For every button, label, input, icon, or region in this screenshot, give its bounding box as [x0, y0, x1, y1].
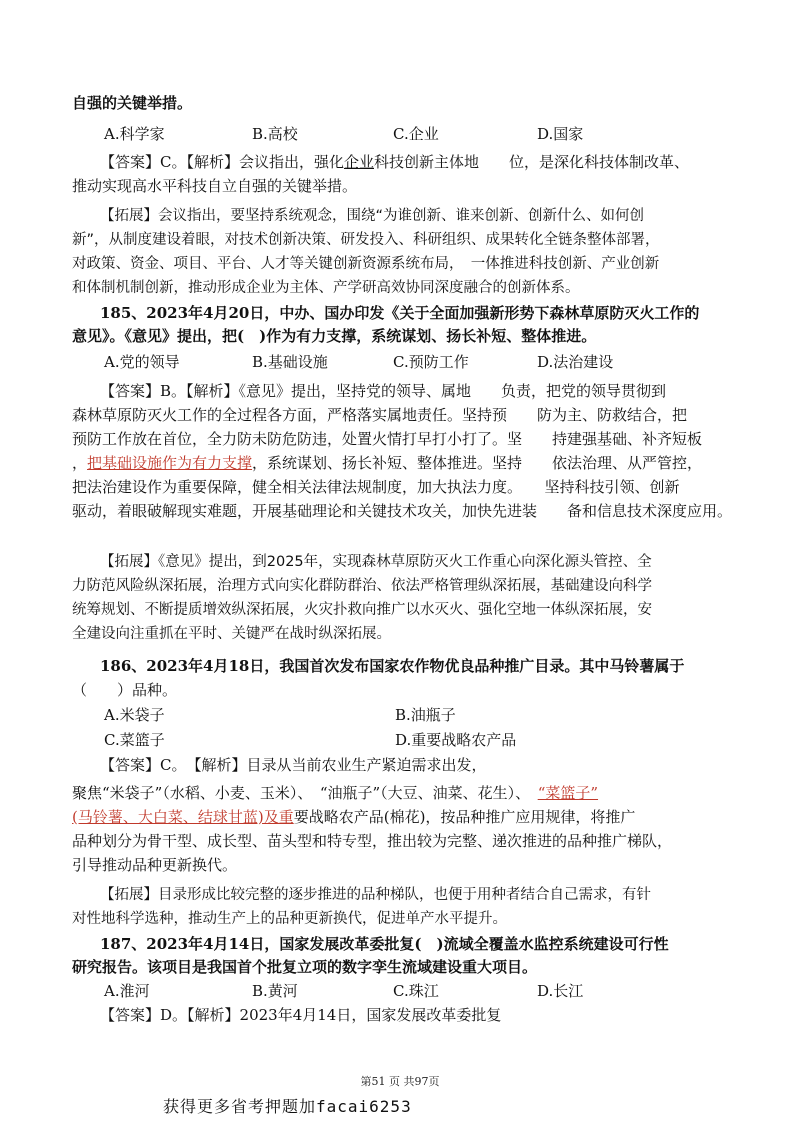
q187-option-b: B.黄河	[252, 982, 298, 1000]
q185-answer-line2: 森林草原防灭火工作的全过程各方面，严格落实属地责任。坚持预 防为主、防救结合，把	[72, 406, 688, 424]
q185-answer-line3: 预防工作放在首位，全力防未防危防违，处置火情打早打小打了。坚 持建强基础、补齐短板	[72, 430, 703, 448]
question-186-line2: （ ）品种。	[72, 681, 178, 699]
q186-option-b: B.油瓶子	[395, 706, 456, 724]
q187-option-c: C.珠江	[393, 982, 439, 1000]
q186-answer-line3: (马铃薯、大白菜、结球甘蓝)及重要战略农产品(棉花)，按品种推广应用规律，将推广	[72, 808, 636, 826]
q184-extension-line4: 和体制机制创新，推动形成企业为主体、产学研高效协同深度融合的创新体系。	[72, 280, 580, 296]
q186-answer-line4: 品种划分为骨干型、成长型、苗头型和特专型，推出较为完整、递次推进的品种推广梯队，	[72, 832, 673, 850]
q186-answer-line5: 引导推动品种更新换代。	[72, 856, 238, 874]
question-187-line1: 187、2023年4月14日，国家发展改革委批复( )流域全覆盖水监控系统建设可行性	[100, 935, 669, 953]
q187-option-a: A.淮河	[104, 982, 150, 1000]
q186-option-a: A.米袋子	[104, 706, 165, 724]
promo-text: 获得更多省考押题加facai6253	[163, 1097, 412, 1116]
q185-extension-line4: 全建设向注重抓在平时、关键严在战时纵深拓展。	[72, 626, 391, 642]
q185-answer-line6: 驱动，着眼破解现实难题，开展基础理论和关键技术攻关，加快先进装 备和信息技术深度应用。	[72, 502, 733, 520]
q184-option-d: D.国家	[537, 125, 584, 143]
q186-answer-line2: 聚焦“米袋子”（水稻、小麦、玉米）、 “油瓶子”（大豆、油菜、花生）、 “菜篮子”	[72, 784, 599, 802]
q185-answer-line1: 【答案】B。【解析】《意见》提出，坚持党的领导、属地 负责，把党的领导贯彻到	[100, 382, 667, 400]
q184-answer-line1: 【答案】C。【解析】会议指出，强化企业科技创新主体地 位，是深化科技体制改革、	[100, 153, 690, 171]
q184-answer-line2: 推动实现高水平科技自立自强的关键举措。	[72, 177, 358, 195]
q186-option-c: C.菜篮子	[104, 731, 165, 749]
q185-option-d: D.法治建设	[537, 353, 614, 371]
q186-extension-line1: 【拓展】目录形成比较完整的逐步推进的品种梯队，也便于用种者结合自己需求，有针	[100, 887, 651, 903]
page-number: 第51 页 共97页	[360, 1075, 440, 1088]
q186-extension-line2: 对性地科学选种，推动生产上的品种更新换代，促进单产水平提升。	[72, 911, 507, 927]
q185-option-c: C.预防工作	[393, 353, 469, 371]
q185-option-b: B.基础设施	[252, 353, 328, 371]
q186-option-d: D.重要战略农产品	[395, 731, 517, 749]
q184-option-a: A.科学家	[104, 125, 165, 143]
q184-option-b: B.高校	[252, 125, 298, 143]
question-186-line1: 186、2023年4月18日，我国首次发布国家农作物优良品种推广目录。其中马铃薯属于	[100, 657, 685, 675]
q185-extension-line3: 统筹规划、不断提质增效纵深拓展，火灾扑救向推广以水灭火、强化空地一体纵深拓展，安	[72, 602, 652, 618]
q184-extension-line1: 【拓展】会议指出，要坚持系统观念，围绕“为谁创新、谁来创新、创新什么、如何创	[100, 208, 645, 224]
q186-answer-line1: 【答案】C。 【解析】目录从当前农业生产紧迫需求出发，	[100, 756, 487, 774]
question-187-line2: 研究报告。该项目是我国首个批复立项的数字孪生流域建设重大项目。	[72, 958, 538, 976]
question-185-line1: 185、2023年4月20日，中办、国办印发《关于全面加强新形势下森林草原防灭火工作的	[100, 304, 700, 322]
q185-answer-line4: ，把基础设施作为有力支撑，系统谋划、扬长补短、整体推进。坚持 依法治理、从严管控，	[72, 454, 703, 472]
q184-extension-line3: 对政策、资金、项目、平台、人才等关键创新资源系统布局， 一体推进科技创新、产业创新	[72, 256, 660, 272]
q187-answer-line1: 【答案】D。【解析】2023年4月14日，国家发展改革委批复	[100, 1006, 502, 1024]
question-184-tail: 自强的关键举措。	[72, 94, 193, 112]
q185-answer-line5: 把法治建设作为重要保障，健全相关法律法规制度，加大执法力度。 坚持科技引领、创新	[72, 478, 680, 496]
q184-extension-line2: 新”，从制度建设着眼，对技术创新决策、研发投入、科研组织、成果转化全链条整体部署，	[72, 232, 660, 248]
q187-option-d: D.长江	[537, 982, 584, 1000]
q184-option-c: C.企业	[393, 125, 439, 143]
question-185-line2: 意见》。《意见》提出，把( )作为有力支撑，系统谋划、扬长补短、整体推进。	[72, 327, 597, 345]
q185-extension-line2: 力防范风险纵深拓展，治理方式向实化群防群治、依法严格管理纵深拓展，基础建设向科学	[72, 578, 652, 594]
q185-extension-line1: 【拓展】《意见》提出，到2025年，实现森林草原防灭火工作重心向深化源头管控、全	[100, 554, 652, 570]
q185-option-a: A.党的领导	[104, 353, 180, 371]
